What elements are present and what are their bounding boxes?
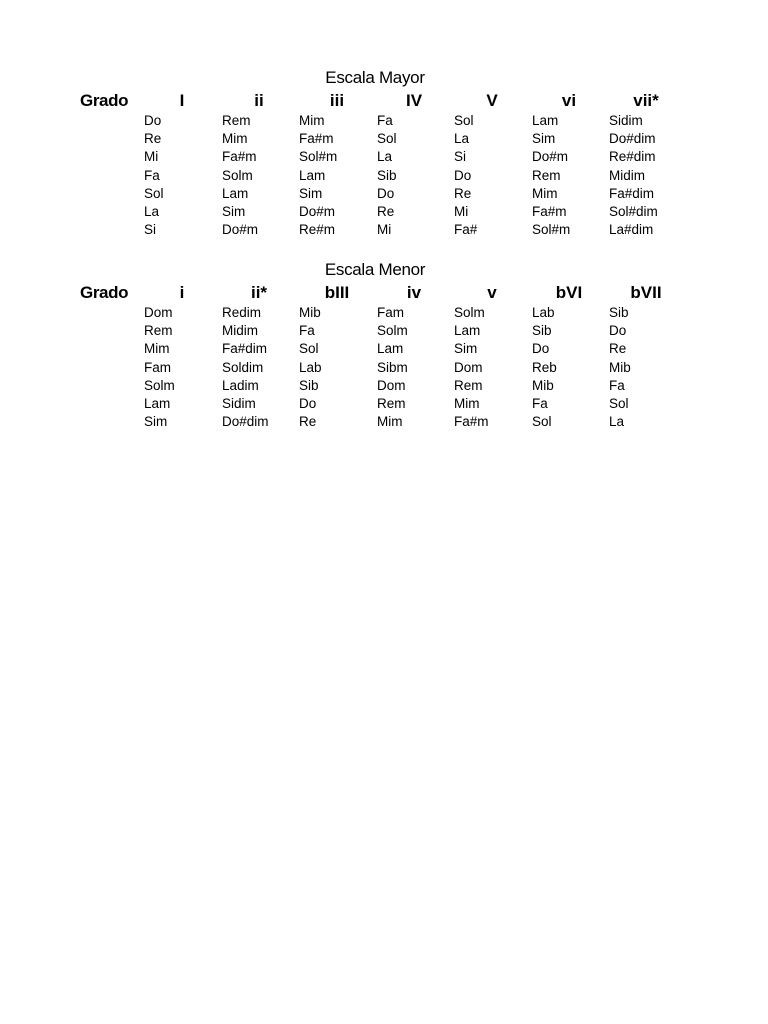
chord-cell: Solm xyxy=(454,305,485,320)
chord-cell: Midim xyxy=(609,167,645,183)
chord-cell: Lab xyxy=(532,305,555,320)
table-row xyxy=(0,377,768,395)
table-row xyxy=(0,322,768,340)
minor-degree-7: bVII xyxy=(630,283,662,302)
chord-cell: Sib xyxy=(532,323,552,339)
table-row xyxy=(0,203,768,221)
chord-cell: Mim xyxy=(532,185,558,201)
chord-cell: Do xyxy=(609,323,627,339)
chord-cell: Lam xyxy=(222,185,249,201)
chord-cell: Do#m xyxy=(532,149,569,165)
chord-cell: Mim xyxy=(144,341,170,357)
minor-degree-header xyxy=(0,281,768,305)
chord-cell: Sol xyxy=(144,185,164,201)
chord-cell: Lam xyxy=(144,395,171,411)
chord-cell: Dom xyxy=(144,305,173,320)
chord-cell: Do#dim xyxy=(609,131,656,147)
chord-cell: Sol#m xyxy=(532,222,571,238)
chord-cell: Mib xyxy=(609,359,631,375)
chord-cell: Sim xyxy=(222,203,246,219)
chord-cell: Redim xyxy=(222,305,262,320)
chord-cell: Rem xyxy=(222,113,251,128)
table-row xyxy=(0,395,768,413)
table-row xyxy=(0,413,768,431)
table-row xyxy=(0,359,768,377)
chord-cell: Fa#m xyxy=(454,414,489,430)
chord-cell: Sim xyxy=(454,341,478,357)
chord-cell: Do xyxy=(299,395,317,411)
chord-cell: Fa#m xyxy=(532,203,567,219)
chord-cell: Re xyxy=(299,414,317,430)
chord-cell: Mim xyxy=(454,395,480,411)
chord-cell: Rem xyxy=(377,395,406,411)
chord-cell: Fa#m xyxy=(299,131,334,147)
chord-cell: Mi xyxy=(144,149,159,165)
chord-cell: Si xyxy=(144,222,157,238)
chord-cell: Re#dim xyxy=(609,149,656,165)
chord-cell: Reb xyxy=(532,359,557,375)
chord-cell: Mib xyxy=(299,305,321,320)
chord-cell: Do xyxy=(454,167,472,183)
chord-cell: Fam xyxy=(144,359,171,375)
chord-cell: La#dim xyxy=(609,222,654,238)
chord-cell: Sol xyxy=(377,131,397,147)
chord-cell: Sib xyxy=(299,377,319,393)
chord-cell: Si xyxy=(454,149,467,165)
table-row xyxy=(0,185,768,203)
chord-cell: Re xyxy=(377,203,395,219)
chord-cell: Sol#dim xyxy=(609,203,658,219)
chord-cell: Do xyxy=(532,341,550,357)
minor-chord-table xyxy=(0,304,768,431)
chord-cell: Sim xyxy=(532,131,556,147)
chord-cell: Sibm xyxy=(377,359,408,375)
major-degree-4: IV xyxy=(405,91,423,110)
chord-cell: Mi xyxy=(454,203,469,219)
chord-cell: Rem xyxy=(454,377,483,393)
minor-degree-1: i xyxy=(179,283,185,302)
chord-cell: Sol xyxy=(609,395,629,411)
chord-cell: La xyxy=(144,203,160,219)
chord-cell: Sidim xyxy=(222,395,256,411)
table-row xyxy=(0,112,768,130)
minor-degree-3: bIII xyxy=(324,283,350,302)
chord-cell: Re xyxy=(609,341,627,357)
chord-cell: Fa#dim xyxy=(609,185,655,201)
major-grado-label: Grado xyxy=(80,91,129,110)
chord-cell: Fa#dim xyxy=(222,341,268,357)
chord-cell: Do#m xyxy=(299,203,336,219)
chord-cell: Ladim xyxy=(222,377,259,393)
chord-cell: Solm xyxy=(377,323,408,339)
chord-cell: Fa xyxy=(299,323,315,339)
chord-cell: Sol xyxy=(532,414,552,430)
minor-degree-2: ii* xyxy=(250,283,268,302)
chord-cell: Fa#m xyxy=(222,149,257,165)
table-row xyxy=(0,340,768,358)
chord-cell: Sidim xyxy=(609,113,643,128)
major-degree-1: I xyxy=(179,91,185,110)
chord-cell: Rem xyxy=(532,167,561,183)
chord-cell: Soldim xyxy=(222,359,264,375)
chord-cell: Sib xyxy=(377,167,397,183)
major-degree-7: vii* xyxy=(633,91,659,110)
chord-cell: Sol xyxy=(454,113,474,128)
chord-cell: Do xyxy=(144,113,162,128)
chord-cell: Mim xyxy=(222,131,248,147)
chord-cell: Mi xyxy=(377,222,392,238)
major-degree-3: iii xyxy=(329,91,345,110)
chord-cell: Midim xyxy=(222,323,258,339)
table-row xyxy=(0,130,768,148)
chord-cell: La xyxy=(454,131,470,147)
chord-cell: Fam xyxy=(377,305,404,320)
major-chord-table xyxy=(0,112,768,239)
chord-cell: Re xyxy=(454,185,472,201)
minor-grado-label: Grado xyxy=(80,283,129,302)
table-row xyxy=(0,221,768,239)
chord-cell: Mim xyxy=(377,414,403,430)
chord-cell: Lam xyxy=(299,167,326,183)
major-degree-6: vi xyxy=(561,91,577,110)
table-row xyxy=(0,148,768,166)
chord-cell: Fa xyxy=(532,395,548,411)
chord-cell: Fa xyxy=(144,167,160,183)
chord-cell: Re#m xyxy=(299,222,336,238)
chord-cell: Sib xyxy=(609,305,629,320)
minor-degree-4: iv xyxy=(406,283,422,302)
chord-cell: La xyxy=(609,414,625,430)
major-degree-5: V xyxy=(486,91,498,110)
chord-cell: Do xyxy=(377,185,395,201)
chord-cell: Solm xyxy=(222,167,253,183)
chord-cell: Do#dim xyxy=(222,414,269,430)
chord-cell: Lam xyxy=(377,341,404,357)
chord-cell: Re xyxy=(144,131,162,147)
major-scale-title: Escala Mayor xyxy=(325,68,425,87)
chord-cell: Rem xyxy=(144,323,173,339)
major-degree-header xyxy=(0,89,768,113)
minor-degree-5: v xyxy=(487,283,497,302)
chord-cell: Lam xyxy=(454,323,481,339)
chord-cell: Fa# xyxy=(454,222,478,238)
chord-cell: Sol xyxy=(299,341,319,357)
chord-cell: Mim xyxy=(299,113,325,128)
chord-cell: Fa xyxy=(609,377,625,393)
chord-cell: La xyxy=(377,149,393,165)
chord-cell: Sim xyxy=(144,414,168,430)
chord-cell: Solm xyxy=(144,377,175,393)
chord-cell: Dom xyxy=(454,359,483,375)
table-row xyxy=(0,304,768,322)
major-degree-2: ii xyxy=(254,91,264,110)
chord-cell: Lam xyxy=(532,113,559,128)
chord-cell: Sim xyxy=(299,185,323,201)
table-row xyxy=(0,167,768,185)
minor-degree-6: bVI xyxy=(555,283,583,302)
chord-cell: Sol#m xyxy=(299,149,338,165)
chord-cell: Lab xyxy=(299,359,322,375)
chord-cell: Do#m xyxy=(222,222,259,238)
chord-cell: Mib xyxy=(532,377,554,393)
minor-scale-title: Escala Menor xyxy=(324,260,426,279)
chord-cell: Dom xyxy=(377,377,406,393)
chord-cell: Fa xyxy=(377,113,393,128)
